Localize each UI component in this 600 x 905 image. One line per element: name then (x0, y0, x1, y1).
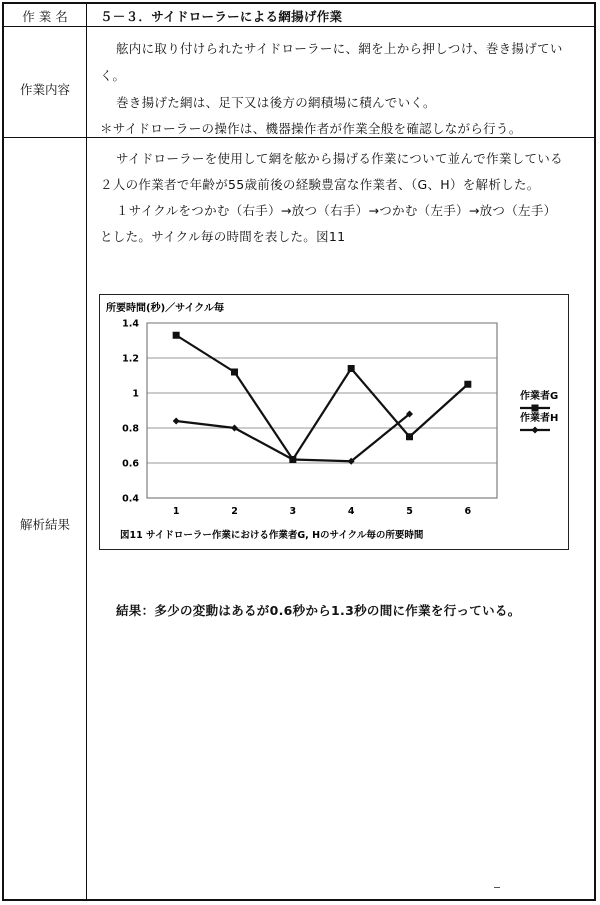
column-divider (86, 4, 87, 899)
y-tick-label: 0.8 (122, 423, 139, 435)
x-tick-label: 3 (289, 506, 297, 517)
row-divider-header (4, 26, 594, 27)
content-line-4: ＊サイドローラーの操作は、機器操作者が作業全般を確認しながら行う。 (100, 121, 522, 136)
worksheet-table (2, 2, 596, 901)
content-line-1: 舷内に取り付けられたサイドローラーに、網を上から押しつけ、巻き揚げてい (116, 41, 563, 56)
legend-marker-worker-h (532, 427, 539, 434)
data-point-worker-g (348, 365, 355, 372)
figure-caption: 図11 サイドローラー作業における作業者G, Hのサイクル毎の所要時間 (120, 530, 424, 541)
result-summary: 結果：多少の変動はあるが0.6秒から1.3秒の間に作業を行っている。 (116, 603, 521, 618)
legend-marker-worker-g (532, 405, 539, 412)
y-tick-label: 1.2 (122, 353, 139, 365)
y-axis-title: 所要時間(秒)／サイクル毎 (106, 303, 224, 314)
y-tick-label: 0.4 (122, 493, 139, 505)
work-title: ５－３．サイドローラーによる網揚げ作業 (100, 9, 343, 24)
data-point-worker-g (406, 433, 413, 440)
data-point-worker-g (464, 381, 471, 388)
legend-label-worker-h: 作業者H (520, 413, 559, 424)
data-point-worker-g (173, 332, 180, 339)
stray-mark (494, 887, 500, 888)
analysis-para2-line1: １サイクルをつかむ（右手）→放つ（右手）→つかむ（左手）→放つ（左手） (116, 203, 557, 218)
y-tick-label: 0.6 (122, 458, 139, 470)
analysis-para1-line1: サイドローラーを使用して網を舷から揚げる作業について並んで作業している (116, 151, 563, 166)
content-line-3: 巻き揚げた網は、足下又は後方の網積場に積んでいく。 (116, 95, 436, 110)
y-tick-label: 1 (132, 388, 139, 400)
work-name-label: 作 業 名 (22, 9, 68, 24)
analysis-para1-line2: ２人の作業者で年齢が55歳前後の経験豊富な作業者、（G、H）を解析した。 (100, 177, 540, 192)
line-chart-svg (100, 295, 568, 549)
y-tick-label: 1.4 (122, 318, 139, 330)
analysis-result-label: 解析結果 (19, 517, 70, 532)
x-tick-label: 5 (406, 506, 413, 517)
x-tick-label: 2 (231, 506, 238, 517)
row-divider-content (4, 137, 594, 138)
data-point-worker-g (231, 369, 238, 376)
x-tick-label: 4 (347, 506, 355, 517)
x-tick-label: 1 (172, 506, 180, 517)
work-content-label: 作業内容 (19, 82, 70, 97)
x-tick-label: 6 (464, 506, 472, 517)
analysis-para2-line2: とした。サイクル毎の時間を表した。図11 (100, 229, 346, 244)
legend-label-worker-g: 作業者G (520, 391, 559, 402)
figure-11-chart (99, 294, 569, 550)
content-line-2: く。 (100, 68, 126, 83)
